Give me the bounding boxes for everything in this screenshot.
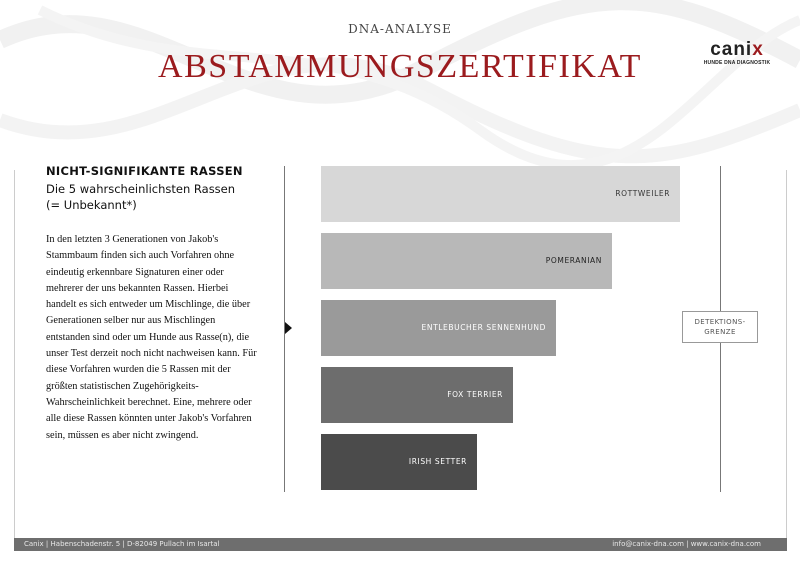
breed-bar-label: IRISH SETTER xyxy=(408,457,467,466)
detection-limit-label-line1: DETEKTIONS- xyxy=(694,318,746,326)
section-subtitle xyxy=(46,181,276,213)
canix-logo xyxy=(697,40,777,66)
breed-bar-label: FOX TERRIER xyxy=(447,390,503,399)
logo-word-main: cani xyxy=(710,39,753,60)
section-body-text: In den letzten 3 Generationen von Jakob's Stammbaum finden sich auch Vorfahren ohne eindeutig erkennbare Signaturen einer oder mehrerer der uns bekannten Rassen. Hierbei handelt es sich entweder um Mischlinge, die über Generationen selber nur aus Mischlingen entstanden sind oder um Hunde aus Rasse(n), die unser Test derzeit noch nicht nachweisen kann. Für diese Vorfahren wurden die 5 Rassen mit der größten statistischen Zugehörigkeits-Wahrscheinlichkeit berechnet. Eine, mehrere oder alle diese Rassen könnten unter Jakob's Vorfahren sein, müssen es aber nicht zwingend. xyxy=(46,234,257,441)
logo-word-accent: x xyxy=(752,39,764,60)
frame-line-left xyxy=(14,170,15,538)
frame-line-right xyxy=(786,170,787,538)
footer-contact: info@canix-dna.com | www.canix-dna.com xyxy=(612,540,761,548)
pointer-arrow-icon xyxy=(285,322,292,334)
footer-address: Canix | Habenschadenstr. 5 | D-82049 Pullach im Isartal xyxy=(24,540,220,548)
detection-limit-label xyxy=(682,311,758,343)
document-subtitle: DNA-ANALYSE xyxy=(348,22,452,36)
breed-bar xyxy=(321,300,556,356)
breed-bar xyxy=(321,233,612,289)
breed-bar-label: ENTLEBUCHER SENNENHUND xyxy=(421,323,546,332)
footer-bar xyxy=(14,538,787,551)
section-subtitle-line2: (= Unbekannt*) xyxy=(46,198,137,212)
logo-tagline: HUNDE DNA DIAGNOSTIK xyxy=(703,60,771,66)
breed-bar xyxy=(321,166,680,222)
breed-bar xyxy=(321,434,477,490)
breed-bar-label: POMERANIAN xyxy=(545,256,602,265)
document-title: ABSTAMMUNGSZERTIFIKAT xyxy=(158,48,642,85)
section-subtitle-line1: Die 5 wahrscheinlichsten Rassen xyxy=(46,182,236,196)
detection-limit-label-line2: GRENZE xyxy=(704,328,736,336)
breed-bar-label: ROTTWEILER xyxy=(615,189,670,198)
breed-bar xyxy=(321,367,513,423)
logo-wordmark xyxy=(697,40,777,59)
section-title: NICHT-SIGNIFIKANTE RASSEN xyxy=(46,164,243,178)
